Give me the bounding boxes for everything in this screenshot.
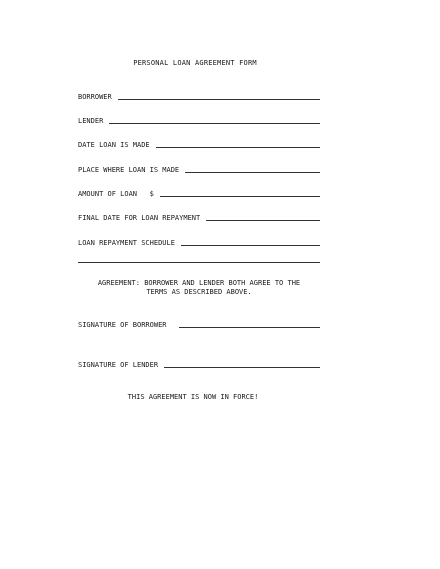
repayment-schedule-label: LOAN REPAYMENT SCHEDULE xyxy=(78,239,175,247)
agreement-line-2: TERMS AS DESCRIBED ABOVE. xyxy=(146,288,252,296)
borrower-label: BORROWER xyxy=(78,93,112,101)
place-loan-made-input-line[interactable] xyxy=(185,171,320,173)
borrower-signature-line[interactable] xyxy=(179,326,320,328)
date-loan-made-label: DATE LOAN IS MADE xyxy=(78,141,150,149)
place-loan-made-field xyxy=(78,163,320,175)
lender-signature-field xyxy=(78,358,320,370)
borrower-input-line[interactable] xyxy=(118,98,320,100)
date-loan-made-field xyxy=(78,138,320,150)
lender-label: LENDER xyxy=(78,117,104,125)
date-loan-made-input-line[interactable] xyxy=(156,146,320,148)
borrower-field xyxy=(78,90,320,102)
lender-input-line[interactable] xyxy=(109,122,320,124)
lender-signature-label: SIGNATURE OF LENDER xyxy=(78,361,159,369)
agreement-line-1: AGREEMENT: BORROWER AND LENDER BOTH AGREE TO THE xyxy=(97,279,301,287)
final-repayment-date-label: FINAL DATE FOR LOAN REPAYMENT xyxy=(78,214,201,222)
lender-field xyxy=(78,114,320,126)
borrower-signature-field xyxy=(78,318,320,330)
agreement-text xyxy=(78,279,320,297)
lender-signature-line[interactable] xyxy=(164,366,320,368)
amount-of-loan-field xyxy=(78,187,320,199)
borrower-signature-label: SIGNATURE OF BORROWER xyxy=(78,321,167,329)
amount-of-loan-input-line[interactable] xyxy=(160,195,320,197)
agreement-in-force-text: THIS AGREEMENT IS NOW IN FORCE! xyxy=(127,393,259,401)
repayment-schedule-input-line[interactable] xyxy=(181,244,320,246)
form-title: PERSONAL LOAN AGREEMENT FORM xyxy=(133,59,257,67)
final-repayment-date-input-line[interactable] xyxy=(206,219,320,221)
final-repayment-date-field xyxy=(78,211,320,223)
amount-of-loan-label: AMOUNT OF LOAN $ xyxy=(78,190,154,198)
repayment-schedule-extra-line[interactable] xyxy=(78,262,320,263)
repayment-schedule-field xyxy=(78,236,320,248)
place-loan-made-label: PLACE WHERE LOAN IS MADE xyxy=(78,166,180,174)
